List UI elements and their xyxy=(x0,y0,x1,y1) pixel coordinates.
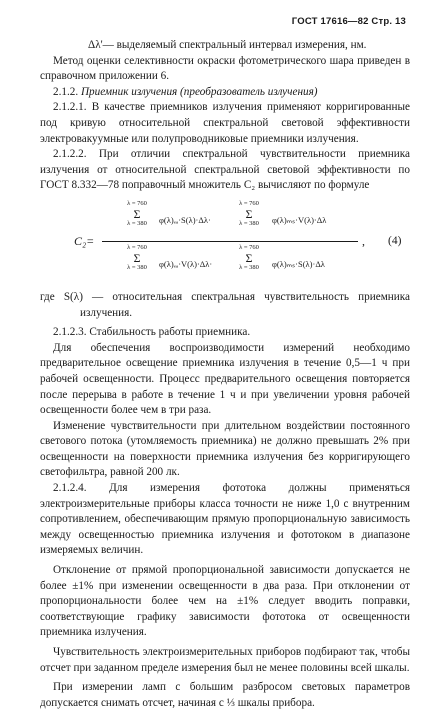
sum-sign xyxy=(122,244,152,272)
paragraph-2-1-2-3: 2.1.2.3. Стабильность работы приемника. xyxy=(53,326,251,339)
sum-upper-limit: λ = 760 xyxy=(127,243,147,251)
sum-upper-limit: λ = 760 xyxy=(127,199,147,207)
sum-sign xyxy=(122,200,152,228)
sum-sign xyxy=(234,200,264,228)
paragraph-deviation: Отклонение от прямой пропорциональной зависимости допускается не более ±1% при изменении освещенности в два раза. При отклонении от пропорциональности более чем на ±1% следует вводить поправки, соответствующие графику зависимости фототока от освещенности приемника излучения. xyxy=(40,564,410,639)
sum-upper-limit: λ = 760 xyxy=(239,199,259,207)
numerator-term-1: φ(λ)ₑₐ·S(λ)·Δλ· xyxy=(159,214,211,225)
sum-lower-limit: λ = 380 xyxy=(127,219,147,227)
sum-lower-limit: λ = 380 xyxy=(239,219,259,227)
sigma: Σ xyxy=(245,250,253,265)
paragraph-lamp-measurement: При измерении ламп с большим разбросом световых параметров допускается снимать отсчет, начиная с ⅓ шкалы прибора. xyxy=(40,681,410,709)
section-2-1-2-heading xyxy=(40,85,410,101)
page-header: ГОСТ 17616—82 Стр. 13 xyxy=(291,16,406,27)
sigma: Σ xyxy=(133,206,141,221)
paragraph-instrument-sensitivity: Чувствительность электроизмерительных приборов подбирают так, чтобы отсчет при заданном пределе измерения был не менее половины всей шкалы. xyxy=(40,646,410,674)
paragraph-2-1-2-4: 2.1.2.4. Для измерения фототока должны применяться электроизмерительные приборы класса точности не ниже 1,0 с внутренним сопротивлением, обеспечивающим прямую пропорциональную зависимость между освещенностью приемника излучения и фототоком в диапазоне измеряемых величин. xyxy=(40,482,410,557)
formula-4 xyxy=(40,200,410,286)
sum-upper-limit: λ = 760 xyxy=(239,243,259,251)
sum-lower-limit: λ = 380 xyxy=(127,263,147,271)
paragraph-2-1-2-2: 2.1.2.2. При отличии спектральной чувствительности приемника излучения от относительной спектральной световой эффективности по ГОСТ 8.332—78 поправочный множитель C₂ вычисляют по формуле xyxy=(40,148,410,192)
document-body xyxy=(40,38,410,711)
sigma: Σ xyxy=(245,206,253,221)
paragraph-sensitivity-change: Изменение чувствительности при длительном воздействии постоянного светового потока (утомляемость приемника) не должно превышать 2% при освещенности на поверхности приемника излучения без корригирующего светофильтра, равной 200 лк. xyxy=(40,419,410,479)
formula-numerator xyxy=(104,200,354,240)
denominator-term-2: φ(λ)ₘₛ·S(λ)·Δλ xyxy=(272,258,325,269)
denominator-term-1: φ(λ)ₑₐ·V(λ)·Δλ· xyxy=(159,258,213,269)
formula-lhs: C₂= xyxy=(74,233,95,248)
sum-lower-limit: λ = 380 xyxy=(239,263,259,271)
formula-denominator xyxy=(104,244,354,284)
sum-sign xyxy=(234,244,264,272)
sigma: Σ xyxy=(133,250,141,265)
paragraph-method: Метод оценки селективности окраски фотометрического шара приведен в справочном приложении 6. xyxy=(40,54,410,83)
section-title: Приемник излучения (преобразователь излучения) xyxy=(80,85,318,98)
paragraph-stability: Для обеспечения воспроизводимости измерений необходимо предварительное освещение приемника излучения в течение 0,5—1 ч при рабочей освещенности. Процесс предварительного освещения повторяется после перерыва в работе в течение 1 ч и при увеличении уровня рабочей освещенности более чем в три раза. xyxy=(40,341,410,417)
where-definition: где S(λ) — относительная спектральная чувствительность приемника излучения. xyxy=(40,290,410,319)
numerator-term-2: φ(λ)ₘₛ·V(λ)·Δλ xyxy=(272,214,327,225)
delta-definition: Δλ'— выделяемый спектральный интервал измерения, нм. xyxy=(88,39,367,51)
fraction-bar xyxy=(102,241,358,242)
equation-number: (4) xyxy=(388,234,402,247)
paragraph-2-1-2-1: 2.1.2.1. В качестве приемников излучения применяют корригированные под кривую относительной спектральной световой эффективности электровакуумные или полупроводниковые приемники излучения. xyxy=(40,101,410,145)
formula-comma: , xyxy=(362,233,365,248)
section-number: 2.1.2. xyxy=(53,85,79,98)
